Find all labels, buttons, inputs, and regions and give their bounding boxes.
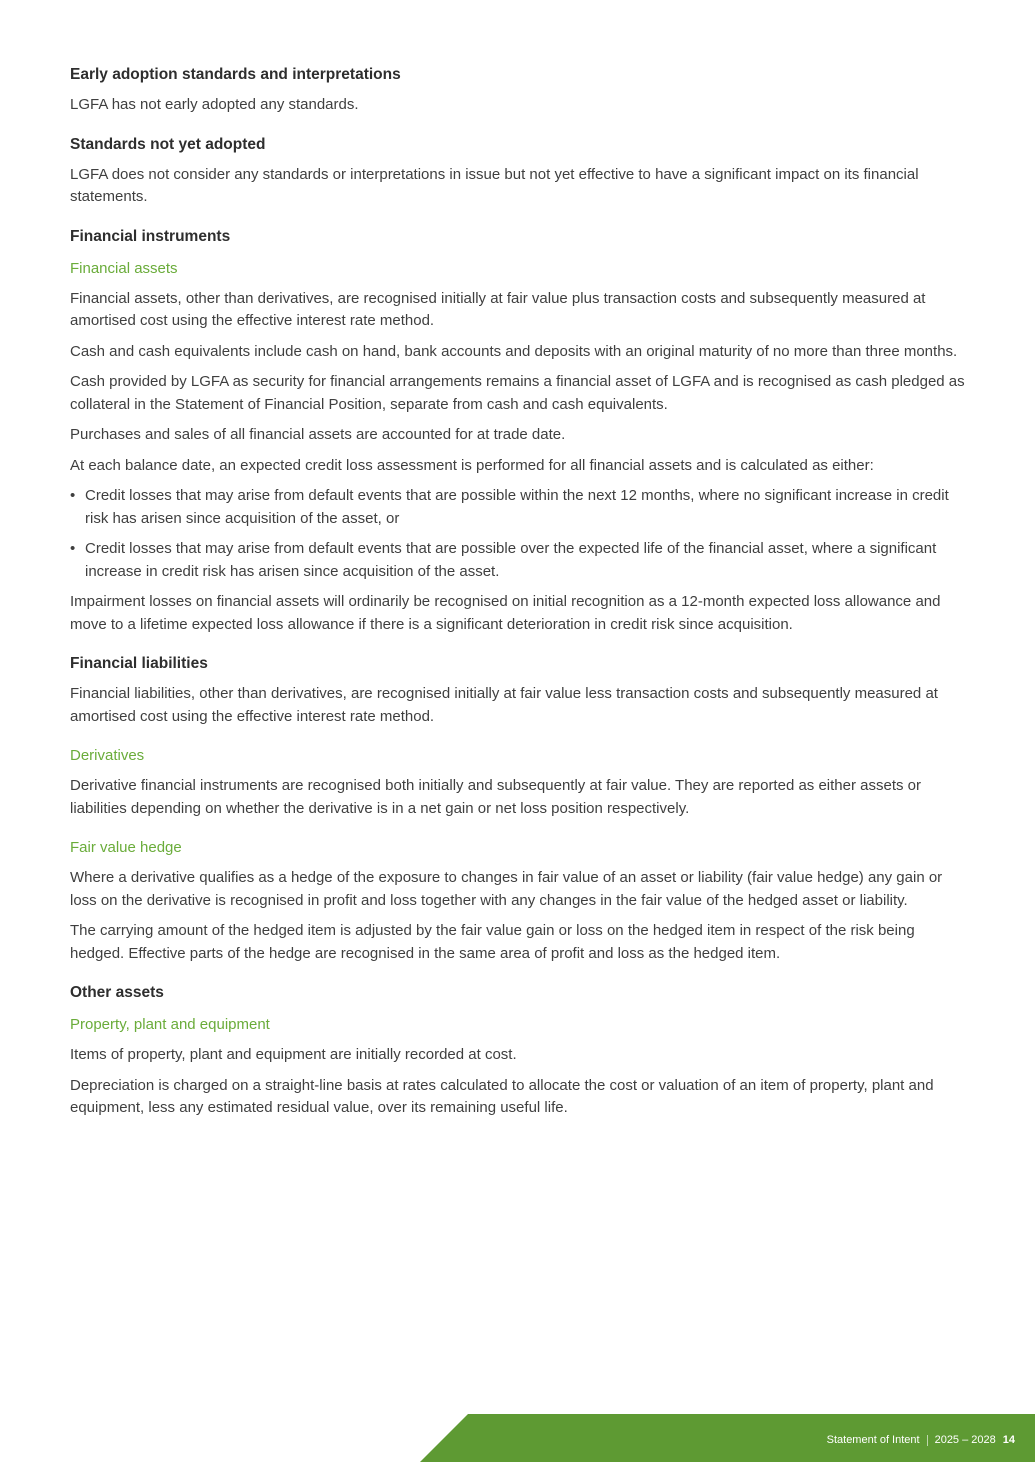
heading-other-assets: Other assets [70, 984, 164, 1001]
paragraph-fair-value-hedge-2: The carrying amount of the hedged item is adjusted by the fair value gain or loss on the hedged item in respect of the risk being hedged. Effective parts of the hedge are recognised in the same area of profit and loss as the hedged item. [70, 922, 915, 962]
subheading-property-plant-equipment: Property, plant and equipment [70, 1016, 270, 1033]
paragraph-financial-assets-2: Cash and cash equivalents include cash on hand, bank accounts and deposits with an original maturity of no more than three months. [70, 342, 958, 360]
page-content [70, 64, 970, 1120]
paragraph-other-assets-2: Depreciation is charged on a straight-line basis at rates calculated to allocate the cost or valuation of an item of property, plant and equipment, less any estimated residual value, over its remaining useful life. [70, 1076, 934, 1116]
list-item: • Credit losses that may arise from default events that are possible within the next 12 months, where no significant increase in credit risk has arisen since acquisition of the asset, or [70, 485, 970, 530]
page-footer [827, 1434, 1015, 1446]
paragraph-other-assets-1: Items of property, plant and equipment are initially recorded at cost. [70, 1046, 517, 1063]
paragraph-financial-assets-5: At each balance date, an expected credit loss assessment is performed for all financial assets and is calculated as either: [70, 456, 874, 474]
footer-divider [927, 1435, 928, 1446]
paragraph-financial-assets-3: Cash provided by LGFA as security for financial arrangements remains a financial asset of LGFA and is recognised as cash pledged as collateral in the Statement of Financial Position, separate from cash and cash equivalents. [70, 373, 965, 413]
paragraph-financial-assets-4: Purchases and sales of all financial assets are accounted for at trade date. [70, 426, 566, 443]
footer-years: 2025 – 2028 [934, 1434, 996, 1446]
subheading-financial-assets: Financial assets [70, 259, 178, 277]
footer-document-title: Statement of Intent [826, 1434, 920, 1446]
paragraph-financial-assets-1: Financial assets, other than derivatives, are recognised initially at fair value plus transaction costs and subsequently measured at amortised cost using the effective interest rate method. [70, 289, 926, 329]
page-number: 14 [1002, 1434, 1015, 1446]
paragraph-financial-assets-6: Impairment losses on financial assets will ordinarily be recognised on initial recognition as a 12-month expected loss allowance and move to a lifetime expected loss allowance if there is a significant deterioration in credit risk since acquisition. [70, 593, 941, 633]
paragraph-financial-liabilities: Financial liabilities, other than derivatives, are recognised initially at fair value less transaction costs and subsequently measured at amortised cost using the effective interest rate method. [70, 685, 938, 725]
heading-not-yet-adopted: Standards not yet adopted [70, 135, 266, 153]
heading-financial-liabilities: Financial liabilities [70, 655, 208, 672]
subheading-derivatives: Derivatives [70, 747, 145, 764]
heading-financial-instruments: Financial instruments [70, 227, 231, 245]
paragraph-fair-value-hedge-1: Where a derivative qualifies as a hedge of the exposure to changes in fair value of an asset or liability (fair value hedge) any gain or loss on the derivative is recognised in profit and loss together with any changes in the fair value of the hedged asset or liability. [70, 869, 943, 909]
list-item: • Credit losses that may arise from default events that are possible over the expected life of the financial asset, where a significant increase in credit risk has arisen since acquisition of the asset. [70, 538, 970, 583]
paragraph-early-adoption: LGFA has not early adopted any standards. [70, 96, 359, 113]
heading-early-adoption: Early adoption standards and interpretations [70, 66, 401, 83]
credit-loss-list [70, 485, 970, 583]
subheading-fair-value-hedge: Fair value hedge [70, 839, 182, 856]
paragraph-derivatives: Derivative financial instruments are recognised both initially and subsequently at fair value. They are reported as either assets or liabilities depending on whether the derivative is in a net gain or net loss position respectively. [70, 777, 922, 817]
paragraph-not-yet-adopted: LGFA does not consider any standards or interpretations in issue but not yet effective to have a significant impact on its financial statements. [70, 165, 919, 205]
